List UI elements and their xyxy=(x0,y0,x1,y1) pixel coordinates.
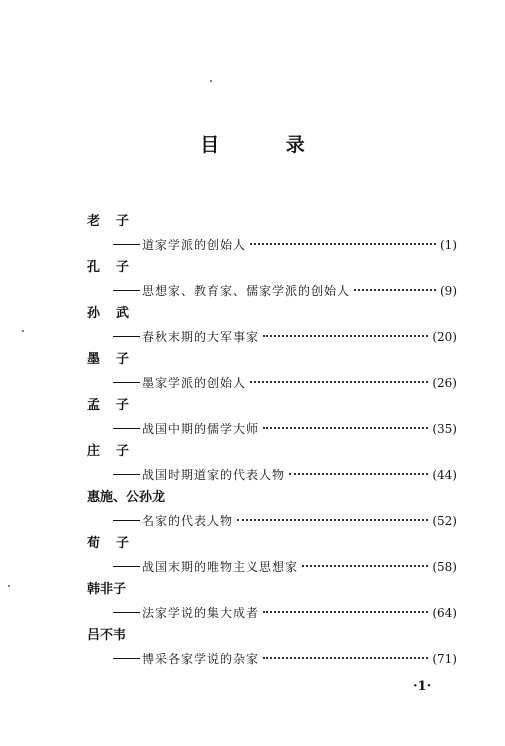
scan-speck xyxy=(22,330,24,332)
entry-page-number: (44) xyxy=(432,468,457,482)
entry-name: 孟子 xyxy=(87,398,146,413)
entry-subtitle: 战国末期的唯物主义思想家 xyxy=(142,560,299,574)
scan-speck xyxy=(8,585,10,587)
entry-subtitle: 道家学派的创始人 xyxy=(142,238,247,252)
table-of-contents xyxy=(87,212,457,672)
em-dash xyxy=(113,658,140,659)
toc-entry[interactable] xyxy=(87,626,457,672)
dot-leader xyxy=(302,565,428,567)
entry-page-number: (1) xyxy=(440,238,457,252)
em-dash xyxy=(113,566,140,567)
toc-entry[interactable] xyxy=(87,442,457,488)
toc-entry[interactable] xyxy=(87,304,457,350)
dot-leader xyxy=(354,289,436,291)
toc-entry[interactable] xyxy=(87,212,457,258)
dot-leader xyxy=(250,243,436,245)
entry-name: 庄子 xyxy=(87,444,146,459)
entry-name: 韩非子 xyxy=(87,582,127,597)
page-folio: ·1· xyxy=(413,679,432,694)
entry-page-number: (52) xyxy=(432,514,457,528)
entry-name: 孔子 xyxy=(87,260,146,275)
toc-entry[interactable] xyxy=(87,580,457,626)
entry-line xyxy=(113,373,457,393)
entry-name: 惠施、公孙龙 xyxy=(87,490,166,505)
entry-subtitle: 春秋末期的大军事家 xyxy=(142,330,260,344)
entry-page-number: (9) xyxy=(440,284,457,298)
entry-page-number: (58) xyxy=(432,560,457,574)
entry-line xyxy=(113,465,457,485)
entry-name: 荀子 xyxy=(87,536,146,551)
em-dash xyxy=(113,520,140,521)
entry-line xyxy=(113,281,457,301)
dot-leader xyxy=(237,519,428,521)
entry-page-number: (20) xyxy=(432,330,457,344)
entry-subtitle: 名家的代表人物 xyxy=(142,514,234,528)
em-dash xyxy=(113,474,140,475)
entry-name: 老子 xyxy=(87,214,146,229)
toc-entry[interactable] xyxy=(87,258,457,304)
em-dash xyxy=(113,428,140,429)
entry-line xyxy=(113,557,457,577)
entry-line xyxy=(113,649,457,669)
em-dash xyxy=(113,382,140,383)
toc-entry[interactable] xyxy=(87,350,457,396)
toc-entry[interactable] xyxy=(87,488,457,534)
em-dash xyxy=(113,336,140,337)
entry-page-number: (71) xyxy=(432,652,457,666)
em-dash xyxy=(113,244,140,245)
entry-subtitle: 战国时期道家的代表人物 xyxy=(142,468,286,482)
dot-leader xyxy=(263,657,428,659)
toc-entry[interactable] xyxy=(87,534,457,580)
entry-line xyxy=(113,511,457,531)
entry-line xyxy=(113,419,457,439)
entry-page-number: (35) xyxy=(432,422,457,436)
dot-leader xyxy=(250,381,428,383)
entry-name: 墨子 xyxy=(87,352,146,367)
entry-subtitle: 墨家学派的创始人 xyxy=(142,376,247,390)
em-dash xyxy=(113,612,140,613)
entry-line xyxy=(113,235,457,255)
entry-line xyxy=(113,327,457,347)
entry-name: 吕不韦 xyxy=(87,628,127,643)
dot-leader xyxy=(289,473,428,475)
entry-subtitle: 战国中期的儒学大师 xyxy=(142,422,260,436)
dot-leader xyxy=(263,335,428,337)
toc-entry[interactable] xyxy=(87,396,457,442)
entry-page-number: (26) xyxy=(432,376,457,390)
dot-leader xyxy=(263,611,428,613)
entry-line xyxy=(113,603,457,623)
entry-name: 孙武 xyxy=(87,306,146,321)
page-title: 目 录 xyxy=(200,134,335,156)
entry-subtitle: 法家学说的集大成者 xyxy=(142,606,260,620)
entry-page-number: (64) xyxy=(432,606,457,620)
dot-leader xyxy=(263,427,428,429)
scan-speck xyxy=(210,80,212,82)
entry-subtitle: 思想家、教育家、儒家学派的创始人 xyxy=(142,284,351,298)
em-dash xyxy=(113,290,140,291)
entry-subtitle: 博采各家学说的杂家 xyxy=(142,652,260,666)
